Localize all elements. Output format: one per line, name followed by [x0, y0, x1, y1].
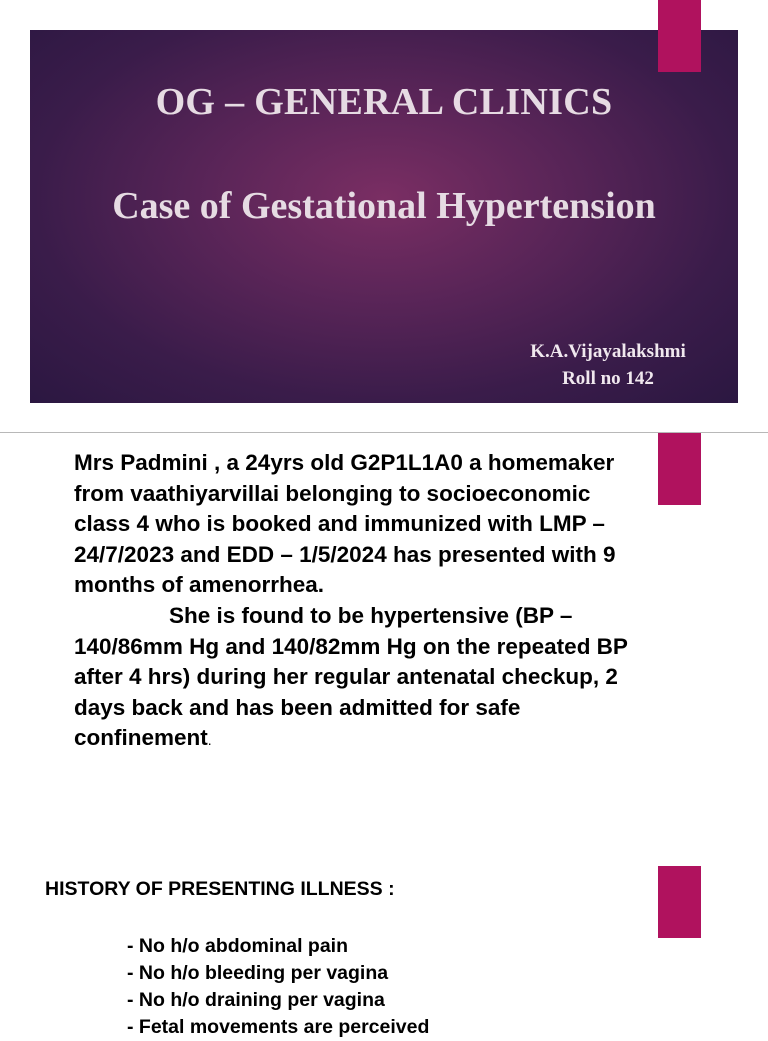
case-paragraph-2-text: She is found to be hypertensive (BP – 140/86mm Hg and 140/82mm Hg on the repeated BP after 4 hrs) during her regular antenatal checkup, 2 days back and has been admitted for safe confinement [74, 602, 628, 751]
author-name: K.A.Vijayalakshmi [530, 341, 686, 362]
list-item: - No h/o bleeding per vagina [127, 962, 389, 984]
author-block [508, 338, 708, 392]
slide-subtitle: Case of Gestational Hypertension [112, 185, 656, 227]
case-paragraph-1: Mrs Padmini , a 24yrs old G2P1L1A0 a homemaker from vaathiyarvillai belonging to socioeconomic class 4 who is booked and immunized with LMP – 24/7/2023 and EDD – 1/5/2024 has presented with 9 months of amenorrhea. [74, 450, 616, 598]
case-paragraph-2-end: . [207, 732, 212, 749]
roll-number: Roll no 142 [562, 368, 654, 389]
list-item: - No h/o abdominal pain [127, 935, 348, 957]
accent-bar-top [658, 0, 701, 72]
title-slide [30, 30, 738, 403]
hpi-list [127, 933, 429, 1041]
accent-bar-bottom [658, 866, 701, 938]
accent-bar-middle [658, 433, 701, 505]
list-item: - No h/o draining per vagina [127, 989, 385, 1011]
case-paragraph-2 [74, 601, 634, 756]
list-item: - Fetal movements are perceived [127, 1016, 430, 1038]
case-summary [74, 448, 634, 756]
slide-divider [0, 432, 768, 433]
hpi-heading: HISTORY OF PRESENTING ILLNESS : [45, 878, 395, 900]
slide-title: OG – GENERAL CLINICS [155, 81, 613, 123]
